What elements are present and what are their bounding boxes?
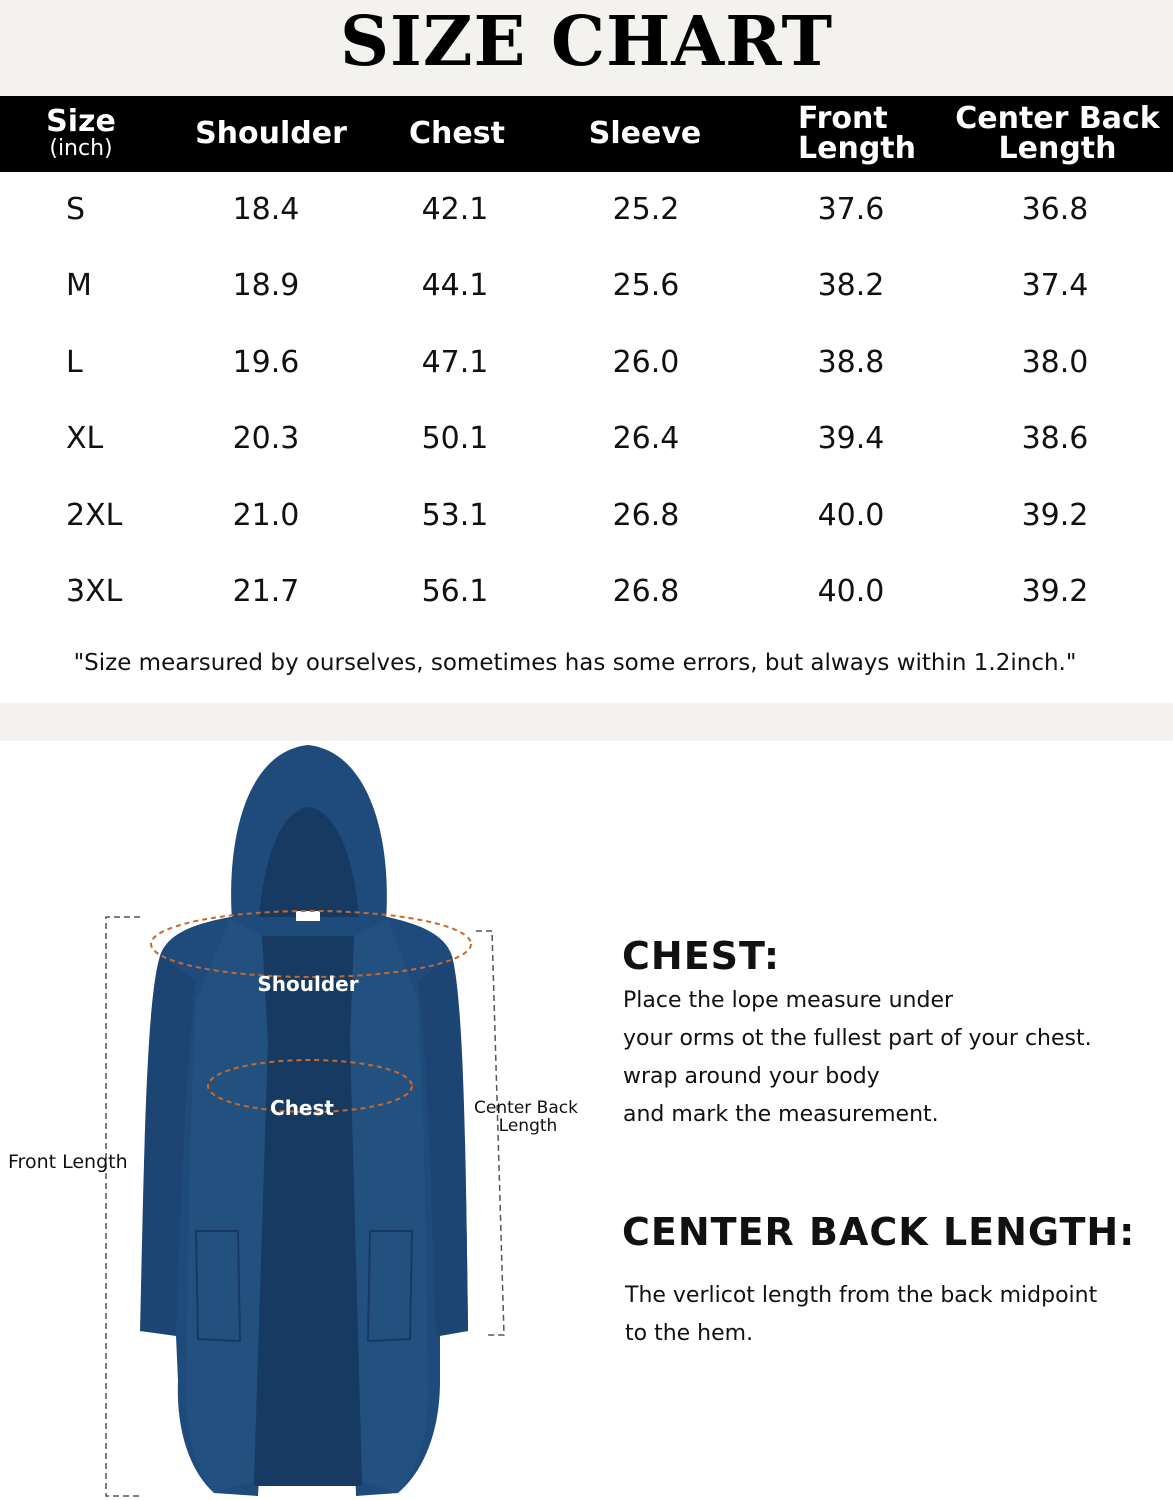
header-size-label: Size	[46, 104, 116, 139]
cell-front: 37.6	[817, 192, 885, 227]
cell-front: 39.4	[817, 421, 885, 457]
center-back-info-heading: CENTER BACK LENGTH:	[622, 1210, 1136, 1254]
cell-front: 40.0	[817, 574, 885, 609]
cell-shoulder: 21.0	[232, 497, 300, 533]
chest-info-line: your orms ot the fullest part of your chest.	[623, 1026, 1092, 1051]
cell-back: 39.2	[1021, 574, 1089, 609]
garment-inner-shirt	[254, 936, 362, 1486]
cell-shoulder: 18.4	[232, 192, 300, 227]
cell-size: S	[66, 192, 86, 227]
cell-shoulder: 19.6	[232, 344, 300, 380]
measurement-note: "Size mearsured by ourselves, sometimes has some errors, but always within 1.2inch."	[73, 650, 1077, 676]
cell-shoulder: 20.3	[232, 421, 300, 457]
cell-back: 37.4	[1021, 268, 1089, 304]
cell-chest: 44.1	[421, 268, 489, 304]
cell-sleeve: 26.8	[612, 574, 680, 609]
cell-chest: 53.1	[421, 497, 489, 533]
cardigan-illustration	[0, 741, 600, 1500]
chest-info-text	[623, 982, 1092, 1134]
shoulder-label: Shoulder	[257, 972, 359, 996]
header-sleeve-label: Sleeve	[588, 116, 702, 151]
header-sleeve	[575, 96, 715, 172]
cell-size: 3XL	[66, 574, 123, 609]
table-row	[0, 325, 1173, 401]
chest-info-line: wrap around your body	[623, 1064, 880, 1089]
divider-band	[0, 703, 1173, 741]
header-size-unit: (inch)	[49, 136, 113, 161]
garment-lapel-right	[350, 919, 428, 1493]
front-length-bracket	[106, 917, 140, 1496]
table-row	[0, 478, 1173, 554]
cell-back: 38.0	[1021, 344, 1089, 380]
cell-front: 38.2	[817, 268, 885, 304]
header-size	[20, 96, 142, 172]
header-chest	[392, 96, 522, 172]
cell-back: 38.6	[1021, 421, 1089, 457]
table-row	[0, 401, 1173, 477]
header-shoulder-label: Shoulder	[195, 116, 347, 151]
cell-chest: 47.1	[421, 344, 489, 380]
header-front-length-line2: Length	[798, 131, 916, 166]
garment-tag	[296, 911, 320, 921]
header-center-back-line1: Center Back	[955, 101, 1160, 136]
chest-label: Chest	[270, 1096, 334, 1120]
cell-size: L	[66, 344, 83, 380]
cell-front: 40.0	[817, 497, 885, 533]
front-length-label: Front Length	[8, 1151, 128, 1173]
chest-info-line: and mark the measurement.	[623, 1102, 939, 1127]
cell-sleeve: 25.6	[612, 268, 680, 304]
cell-sleeve: 25.2	[612, 192, 680, 227]
garment-lapel-left	[186, 919, 268, 1493]
header-center-back-length	[950, 96, 1165, 172]
cell-chest: 56.1	[421, 574, 489, 609]
header-chest-label: Chest	[409, 116, 505, 151]
center-back-label-line1: Center Back	[474, 1098, 578, 1118]
cell-sleeve: 26.4	[612, 421, 680, 457]
cell-chest: 42.1	[421, 192, 489, 227]
header-front-length-line1: Front	[798, 101, 888, 136]
page-title: SIZE CHART	[339, 2, 834, 82]
header-shoulder	[180, 96, 362, 172]
center-back-label-line2: Length	[498, 1116, 558, 1136]
center-back-info-line: The verlicot length from the back midpoint	[625, 1283, 1098, 1308]
cell-front: 38.8	[817, 344, 885, 380]
chest-info-line: Place the lope measure under	[623, 988, 954, 1013]
cell-size: XL	[66, 421, 104, 457]
cell-size: 2XL	[66, 497, 123, 533]
cell-back: 39.2	[1021, 497, 1089, 533]
cell-back: 36.8	[1021, 192, 1089, 227]
header-center-back-line2: Length	[998, 131, 1117, 166]
table-row	[0, 172, 1173, 248]
header-front-length	[790, 96, 922, 172]
cell-sleeve: 26.8	[612, 497, 680, 533]
center-back-info-text	[625, 1277, 1097, 1353]
chest-info-heading: CHEST:	[622, 934, 781, 978]
table-row	[0, 554, 1173, 630]
cell-sleeve: 26.0	[612, 344, 680, 380]
cell-shoulder: 18.9	[232, 268, 300, 304]
cell-chest: 50.1	[421, 421, 489, 457]
cell-shoulder: 21.7	[232, 574, 300, 609]
center-back-info-line: to the hem.	[625, 1321, 754, 1346]
cell-size: M	[66, 268, 92, 304]
table-row	[0, 248, 1173, 324]
